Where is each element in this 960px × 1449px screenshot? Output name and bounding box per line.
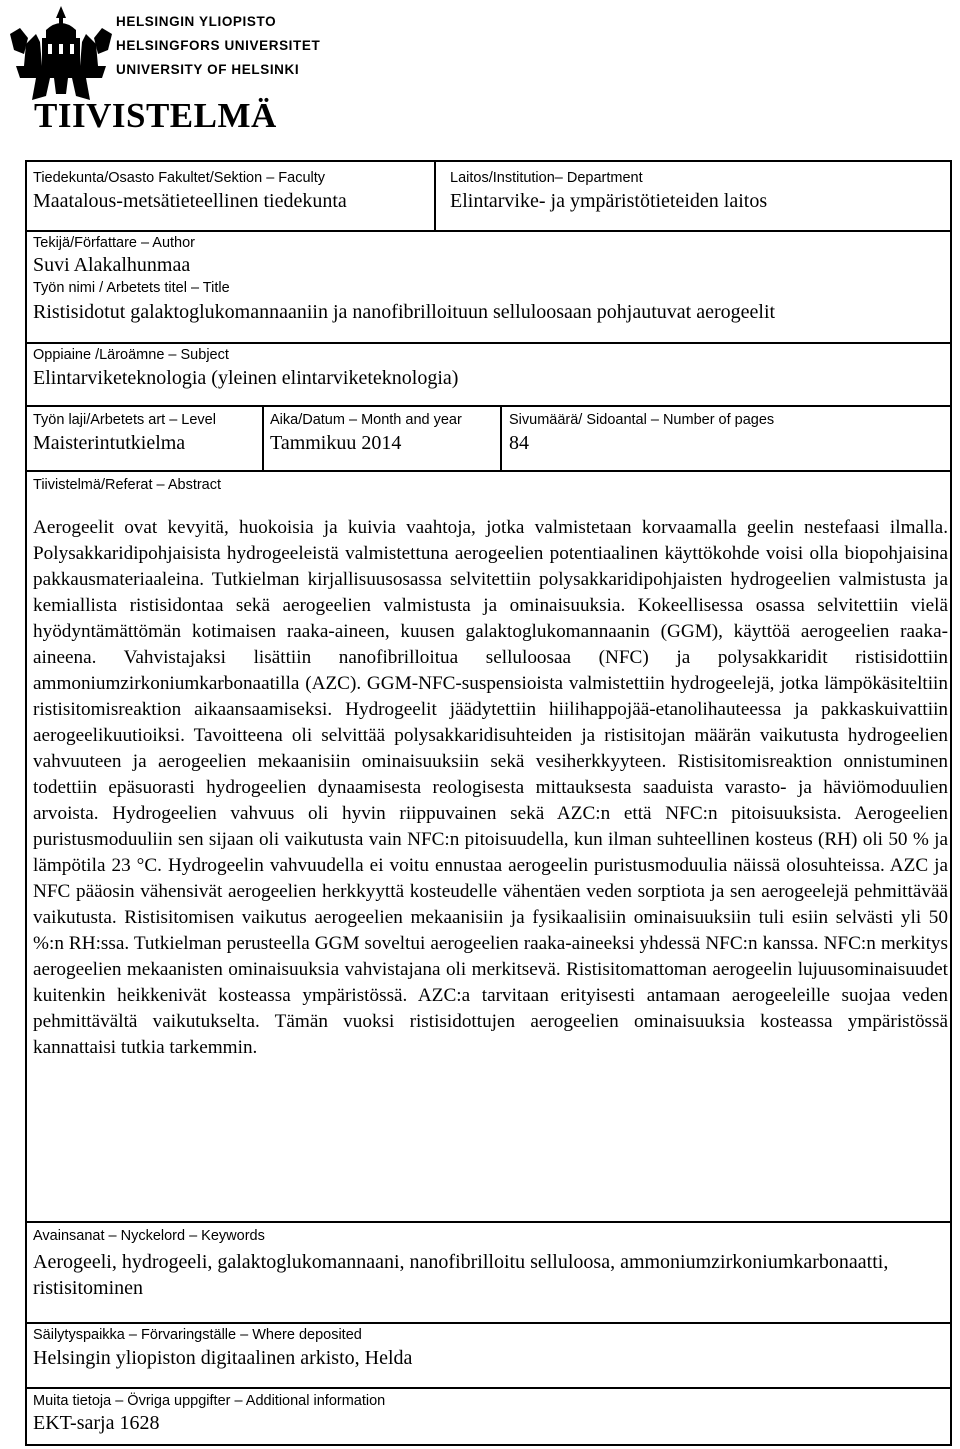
faculty-value: Maatalous-metsätieteellinen tiedekunta <box>33 190 347 212</box>
abstract-label: Tiivistelmä/Referat – Abstract <box>33 477 222 493</box>
department-label: Laitos/Institution– Department <box>450 170 643 186</box>
row-divider <box>27 230 950 232</box>
row-divider <box>27 1221 950 1223</box>
abstract-form <box>25 160 952 1446</box>
date-value: Tammikuu 2014 <box>270 432 402 454</box>
university-names <box>116 10 320 82</box>
row-divider <box>27 1387 950 1389</box>
document-title: TIIVISTELMÄ <box>34 96 277 135</box>
keywords-label: Avainsanat – Nyckelord – Keywords <box>33 1228 265 1244</box>
date-label: Aika/Datum – Month and year <box>270 412 462 428</box>
department-value: Elintarvike- ja ympäristötieteiden laitos <box>450 190 768 212</box>
subject-value: Elintarviketeknologia (yleinen elintarviketeknologia) <box>33 367 459 389</box>
university-name-en: UNIVERSITY OF HELSINKI <box>116 62 300 77</box>
row-divider <box>27 405 950 407</box>
deposited-value: Helsingin yliopiston digitaalinen arkisto, Helda <box>33 1347 413 1369</box>
subject-label: Oppiaine /Läroämne – Subject <box>33 347 229 363</box>
level-date-divider <box>262 405 264 470</box>
author-label: Tekijä/Författare – Author <box>33 235 195 251</box>
row-divider <box>27 470 950 472</box>
abstract-text <box>33 515 948 1061</box>
work-title-value: Ristisidotut galaktoglukomannaaniin ja nanofibrilloituun selluloosaan pohjautuvat aerogeelit <box>33 301 776 323</box>
pages-label: Sivumäärä/ Sidoantal – Number of pages <box>509 412 775 428</box>
keywords-value: Aerogeeli, hydrogeeli, galaktoglukomannaani, nanofibrilloitu selluloosa, ammoniumzirkoniumkarbonaatti, ristisitominen <box>33 1251 889 1299</box>
additional-info-label: Muita tietoja – Övriga uppgifter – Additional information <box>33 1393 386 1409</box>
faculty-department-divider <box>434 162 436 230</box>
deposited-label: Säilytyspaikka – Förvaringställe – Where deposited <box>33 1327 362 1343</box>
additional-info-value: EKT-sarja 1628 <box>33 1412 160 1434</box>
pages-value: 84 <box>509 432 529 454</box>
university-name-fi: HELSINGIN YLIOPISTO <box>116 14 277 29</box>
row-divider <box>27 1322 950 1324</box>
row-divider <box>27 342 950 344</box>
level-label: Työn laji/Arbetets art – Level <box>33 412 216 428</box>
date-pages-divider <box>500 405 502 470</box>
level-value: Maisterintutkielma <box>33 432 186 454</box>
author-value: Suvi Alakalhunmaa <box>33 254 191 276</box>
document-header <box>0 0 960 170</box>
helsinki-cathedral-logo-icon <box>6 4 116 104</box>
abstract-paragraph: Aerogeelit ovat kevyitä, huokoisia ja kuivia vaahtoja, jotka valmistetaan korvaamalla geelin nestefaasi ilmalla. Polysakkaridipohjaisista hydrogeeleistä valmistettuna aerogeelien potentiaalinen käyttökohde voisi olla biopohjaisina pakkausmateriaaleina. Tutkielman kirjallisuusosassa selvitettiin polysakkaridipohjaisten hydrogeelien valmistusta ja kemiallista ristisidontaa sekä aerogeelien valmistusta ja ominaisuuksia. Kokeellisessa osassa selvitettiin vielä hyödyntämättömän kotimaisen raaka-aineen, kuusen galaktoglukomannaanin (GGM), käyttöä aerogeelien raaka-aineena. Vahvistajaksi lisättiin nanofibrilloitua selluloosaa (NFC) ja polysakkaridit ristisidottiin ammoniumzirkoniumkarbonaatilla (AZC). GGM-NFC-suspensioista valmistettiin hydrogeelejä, jotka lämpökäsiteltiin ristisitomisreaktion aikaansaamiseksi. Hydrogeelit jäädytettiin hiilihappojää-etanolihauteessa ja pakkaskuivattiin aerogeelikuutioiksi. Tavoitteena oli selvittää polysakkaridisuhteiden ja ristisitojan määrän vaikutusta hydrogeelien vahvuuteen ja aerogeelien mekaanisiin ominaisuuksiin sekä vesiherkkyyteen. Ristisitomisreaktion onnistuminen todettiin epäsuorasti hydrogeelien dynaamisesta reologisesta mittauksesta saaduista varasto- ja häviömoduulien arvoista. Hydrogeelien vahvuus oli hyvin riippuvainen sekä AZC:n että NFC:n pitoisuuksista. Aerogeelien puristusmoduuliin sen sijaan oli vaikutusta vain NFC:n pitoisuudella, kun ilman suhteellinen kosteus (RH) oli 50 % ja lämpötila 23 °C. Hydrogeelin vahvuudella ei voitu ennustaa aerogeelin puristusmoduulia näissä olosuhteissa. AZC ja NFC pääosin vähensivät aerogeelien herkkyyttä kosteudelle vähentäen veden sorptiota ja sen aerogeelejä pehmittävää vaikutusta. Ristisitomisen vaikutus aerogeelien mekaanisiin ja fysikaalisiin ominaisuuksiin tuli esiin selvästi yli 50 %:n RH:ssa. Tutkielman perusteella GGM soveltui aerogeelien raaka-aineeksi yhdessä NFC:n kanssa. NFC:n merkitys aerogeelien mekaanisten ominaisuuksia vahvistajana oli merkitsevä. Ristisitomattoman aerogeelin lujuusominaisuudet kuitenkin heikkenivät kosteassa ympäristössä. AZC:a tarvitaan erityisesti antamaan aerogeeleille suojaa veden pehmittävältä vaikutukselta. Tämän vuoksi ristisidottujen aerogeelien ominaisuuksia kosteassa ympäristössä kannattaisi tutkia tarkemmin. <box>33 517 948 1058</box>
university-name-sv: HELSINGFORS UNIVERSITET <box>116 38 321 53</box>
work-title-label: Työn nimi / Arbetets titel – Title <box>33 280 230 296</box>
faculty-label: Tiedekunta/Osasto Fakultet/Sektion – Faculty <box>33 170 326 186</box>
